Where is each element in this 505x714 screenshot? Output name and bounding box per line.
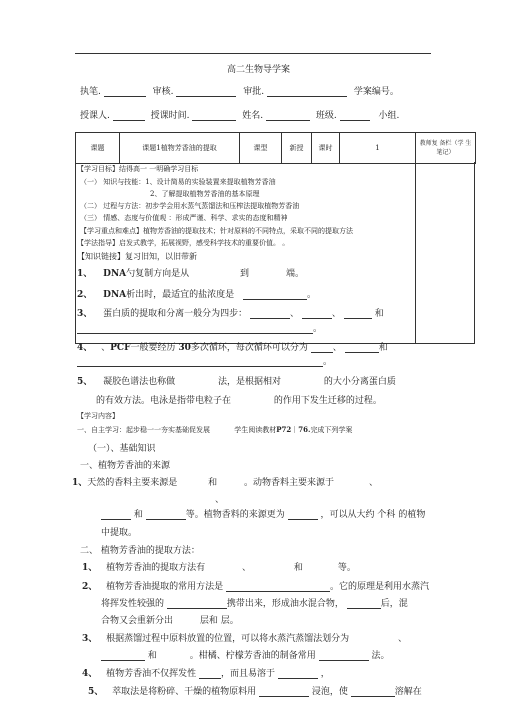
author-field[interactable] bbox=[104, 87, 146, 97]
table-row bbox=[76, 133, 476, 164]
q4-answer-3[interactable] bbox=[77, 357, 323, 367]
section-2-title: 二、 植物芳香油的提取方法： bbox=[80, 546, 200, 556]
notes-column-divider bbox=[415, 162, 416, 344]
method-2: 2、 植物芳香油提取的常用方法是 。它的原理是利用水蒸汽 bbox=[82, 582, 430, 592]
method-2-cont: 将挥发性较强的 携带出来，形成油水混合物， 后，混 bbox=[101, 599, 408, 609]
p1-answer-2[interactable] bbox=[146, 510, 186, 520]
method-4: 4、 植物芳香油不仅挥发性 ，而且易溶于 ， bbox=[82, 669, 330, 679]
source-p1-end: 中提取。 bbox=[101, 528, 138, 538]
m4-answer-2[interactable] bbox=[278, 669, 318, 679]
review-q2: 2、 DNA析出时，最适宜的盐浓度是 。 bbox=[77, 290, 317, 300]
source-p1-cont: 和 等。植物香料的来源更为 ，可以从大约 个科 的植物 bbox=[101, 507, 425, 520]
basic-knowledge-heading: （一）、基础知识 bbox=[88, 444, 156, 454]
review-q3-cont: 。 bbox=[77, 321, 322, 334]
case-number-label: 学案编号。 bbox=[353, 87, 399, 97]
q3-answer-4[interactable] bbox=[77, 324, 313, 334]
source-p1: 1、天然的香料主要来源是 和 。动物香料主要来源于 、 bbox=[72, 478, 378, 488]
goal-line-5: 【学习重点和难点】植物芳香油的提取技术；针对原料的不同特点，采取不同的提取方法 bbox=[80, 227, 353, 235]
review-q5-cont: 的有效方法。电泳是指带电粒子在 的作用下发生迁移的过程。 bbox=[96, 396, 382, 406]
q3-answer-1[interactable] bbox=[250, 309, 290, 319]
name-label: 姓名. bbox=[242, 111, 264, 121]
page-title: 高二生物导学案 bbox=[227, 65, 291, 75]
review-heading: 【知识链接】复习旧知，以旧带新 bbox=[77, 252, 197, 261]
review-q4: 4、 、PCF一般要经历 30多次循环，每次循环可以分为 、 和 bbox=[77, 343, 388, 353]
name-field[interactable] bbox=[266, 111, 310, 121]
approve-label: 审批. bbox=[243, 87, 265, 97]
goal-line-2: 2、了解提取植物芳香油的基本原理 bbox=[150, 190, 260, 198]
time-label: 授课时间. bbox=[150, 111, 190, 121]
author-label: 执笔. bbox=[80, 87, 101, 97]
method-3: 3、 根据蒸馏过程中原料放置的位置，可以将水蒸汽蒸馏法划分为 、 bbox=[82, 634, 408, 644]
p1-answer-3[interactable] bbox=[288, 510, 318, 520]
review-q3: 3、 蛋白质的提取和分离一般分为四步： 、 、 和 bbox=[77, 309, 384, 319]
source-p1-sep: 、 bbox=[215, 495, 225, 505]
q4-answer-2[interactable] bbox=[345, 343, 379, 353]
lesson-info-table bbox=[75, 132, 476, 164]
q2-answer[interactable] bbox=[243, 290, 307, 300]
review-field[interactable] bbox=[176, 87, 236, 97]
topic-value-cell: 课题1植物芳香油的提取 bbox=[120, 133, 240, 164]
section-1-title: 一、植物芳香油的来源 bbox=[80, 461, 171, 471]
review-q5: 5、 凝胶色谱法也称做 法，是根据相对 的大小分离蛋白质 bbox=[77, 377, 396, 387]
goal-line-1: （一） 知识与技能：1、设计简易的实验装置来提取植物芳香油 bbox=[80, 178, 276, 186]
method-2-end: 合物又会重新分出 层和 层。 bbox=[101, 616, 239, 626]
goals-heading: 【学习目标】结得高一 一明确学习目标 bbox=[77, 165, 199, 173]
p1-answer-1[interactable] bbox=[101, 510, 131, 520]
period-header-cell: 课时 bbox=[312, 133, 340, 164]
m2-answer-3[interactable] bbox=[347, 599, 381, 609]
m3-answer-1[interactable] bbox=[101, 651, 145, 661]
approve-field[interactable] bbox=[267, 87, 347, 97]
review-q4-cont: 。 bbox=[77, 354, 332, 367]
lesson-type-value-cell: 新授 bbox=[282, 133, 312, 164]
header-line-1 bbox=[80, 84, 399, 97]
review-label: 审核. bbox=[152, 87, 174, 97]
goal-line-3: （二） 过程与方法：初步学会用水蒸气蒸馏法和压榨法提取植物芳香油 bbox=[80, 202, 300, 210]
teacher-label: 授课人. bbox=[80, 111, 110, 121]
method-1: 1、 植物芳香油的提取方法有 、 和 等。 bbox=[82, 563, 356, 573]
m2-answer-1[interactable] bbox=[226, 582, 330, 592]
m2-answer-2[interactable] bbox=[167, 599, 227, 609]
goal-line-6: 【学法指导】启发式教学，拓展视野，感受科学技术的重要价值。 。 bbox=[77, 239, 290, 247]
teacher-notes-cell: 教师复 备栏（学 生笔记） bbox=[416, 133, 476, 164]
topic-header-cell: 课题 bbox=[76, 133, 120, 164]
goal-line-4: （三） 情感、态度与价值观 ：形成严谨、科学、求实的态度和精神 bbox=[80, 214, 288, 222]
q4-answer-1[interactable] bbox=[311, 343, 333, 353]
period-value-cell: 1 bbox=[340, 133, 416, 164]
content-heading: 【学习内容】 bbox=[77, 412, 119, 420]
group-label: 小组. bbox=[378, 111, 400, 121]
method-3-cont: 和 。柑橘、柠檬芳香油的制备常用 法。 bbox=[101, 648, 390, 661]
review-q1: 1、 DNA勺复制方向是从 到 端。 bbox=[77, 269, 304, 279]
q3-answer-2[interactable] bbox=[302, 309, 332, 319]
teacher-field[interactable] bbox=[113, 111, 145, 121]
header-line-2 bbox=[80, 108, 399, 121]
method-5: 5、 萃取法是将粉碎、干燥的植物原料用 浸泡，使 溶解在 bbox=[88, 687, 422, 697]
m5-answer-1[interactable] bbox=[259, 687, 309, 697]
class-label: 班级. bbox=[315, 111, 337, 121]
m5-answer-2[interactable] bbox=[351, 687, 395, 697]
m4-answer-1[interactable] bbox=[199, 669, 221, 679]
m3-answer-2[interactable] bbox=[319, 651, 369, 661]
class-field[interactable] bbox=[340, 111, 370, 121]
content-intro: 一、自主学习：起步稳一一夯实基础促发展 学生阅读教材P72｜76.完成下列学案 bbox=[77, 425, 353, 434]
top-rule bbox=[75, 53, 431, 54]
q3-answer-3[interactable] bbox=[344, 309, 372, 319]
time-field[interactable] bbox=[192, 111, 236, 121]
lesson-type-header-cell: 课型 bbox=[240, 133, 282, 164]
